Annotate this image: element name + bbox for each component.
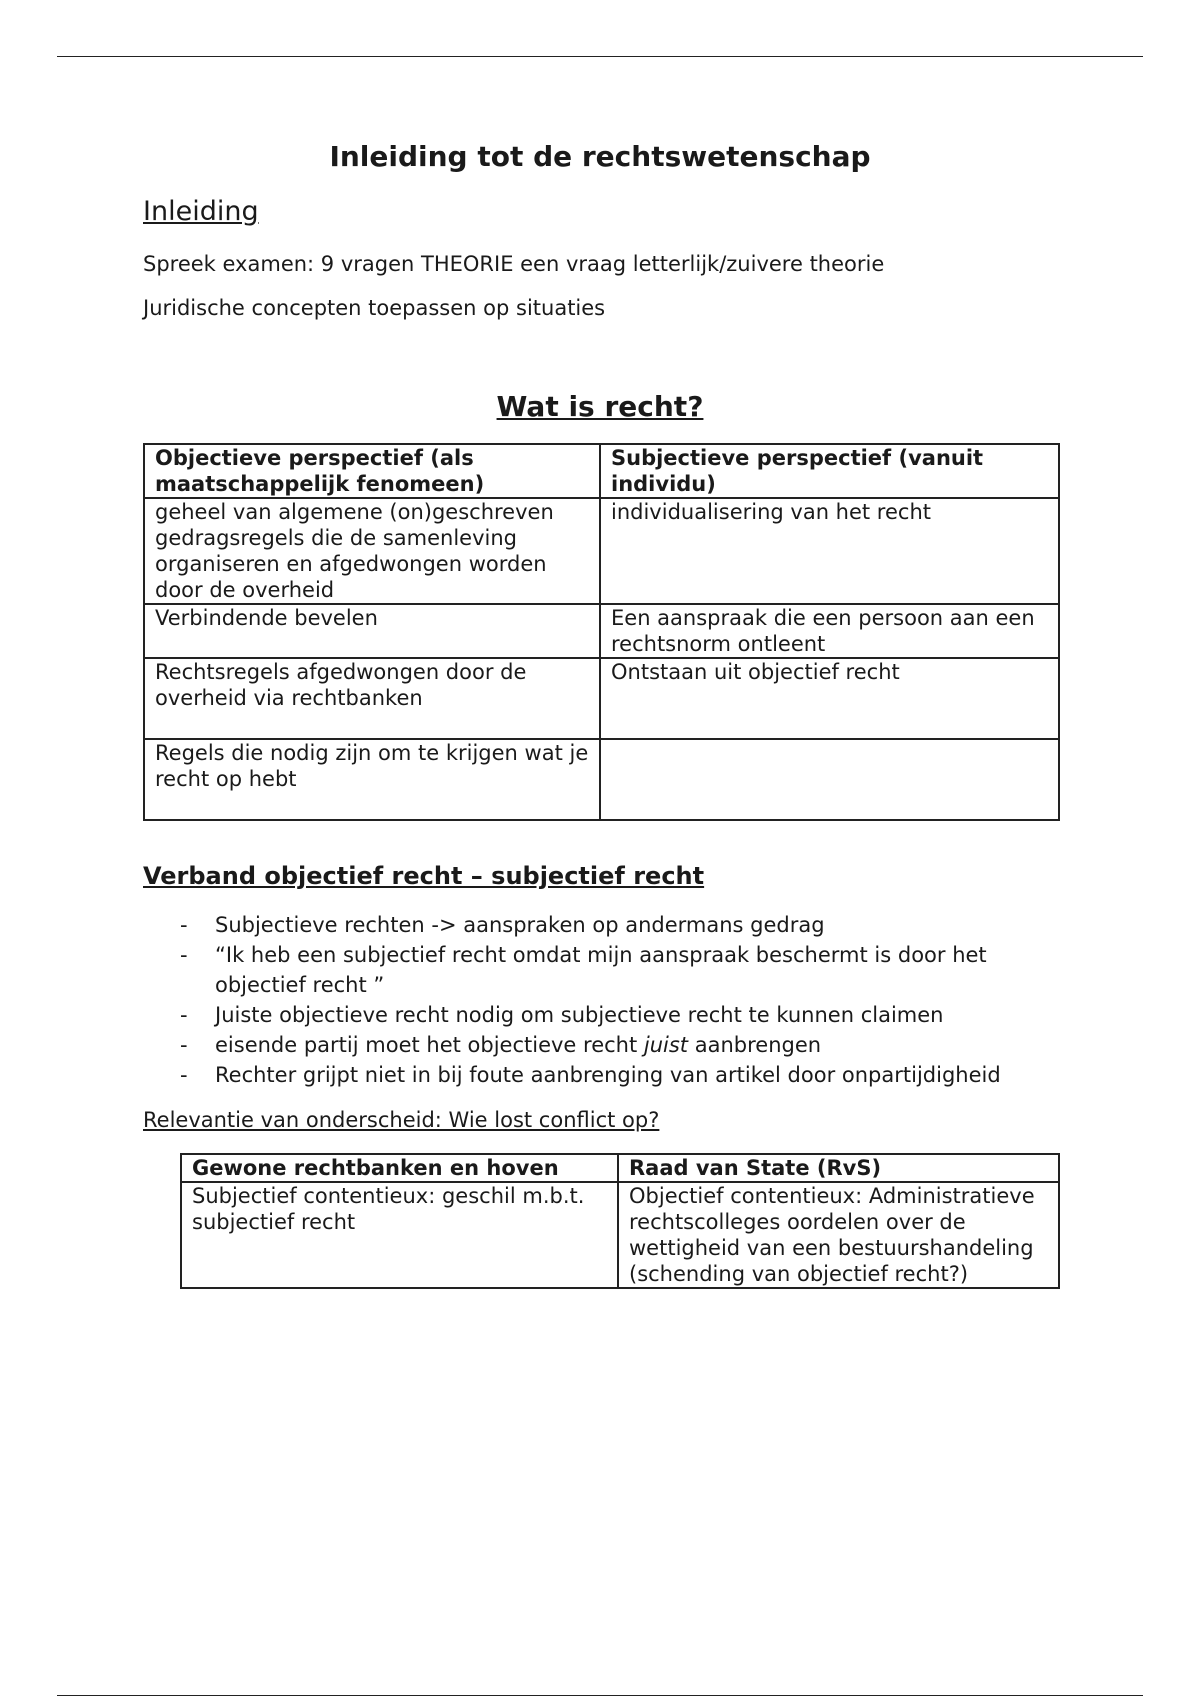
table-cell: geheel van algemene (on)geschreven gedragsregels die de samenleving organiseren en afgedwongen worden door de overheid <box>144 498 600 604</box>
heading-wat-is-recht: Wat is recht? <box>496 390 704 423</box>
bullet-list <box>180 910 1080 1090</box>
list-item: - Rechter grijpt niet in bij foute aanbrenging van artikel door onpartijdigheid <box>180 1060 1080 1090</box>
table-cell: Een aanspraak die een persoon aan een rechtsnorm ontleent <box>600 604 1059 658</box>
table-cell: Ontstaan uit objectief recht <box>600 658 1059 739</box>
table-cell <box>600 739 1059 820</box>
table-cell: Regels die nodig zijn om te krijgen wat je recht op hebt <box>144 739 600 820</box>
header-raad-van-state: Raad van State (RvS) <box>618 1154 1059 1182</box>
relevantie-line: Relevantie van onderscheid: Wie lost conflict op? <box>143 1108 660 1132</box>
table-row <box>144 739 1059 820</box>
table-cell: Objectief contentieux: Administratieve rechtscolleges oordelen over de wettigheid van een bestuurshandeling (schending van objectief recht?) <box>618 1182 1059 1288</box>
table-row <box>144 604 1059 658</box>
table-row <box>144 498 1059 604</box>
heading-verband: Verband objectief recht – subjectief recht <box>143 862 705 890</box>
bullet-dash: - <box>180 1003 188 1027</box>
bullet-dash: - <box>180 913 188 937</box>
top-rule <box>57 56 1143 57</box>
header-subjective: Subjectieve perspectief (vanuit individu) <box>600 444 1059 498</box>
intro-line-2: Juridische concepten toepassen op situaties <box>143 296 606 320</box>
list-item: - “Ik heb een subjectief recht omdat mijn aanspraak beschermt is door het objectief recht ” <box>180 940 1080 1000</box>
list-item: - Juiste objectieve recht nodig om subjectieve recht te kunnen claimen <box>180 1000 1080 1030</box>
table-row <box>181 1182 1059 1288</box>
document-title: Inleiding tot de rechtswetenschap <box>329 140 871 173</box>
table-cell: individualisering van het recht <box>600 498 1059 604</box>
table-cell: Verbindende bevelen <box>144 604 600 658</box>
courts-table <box>180 1153 1060 1289</box>
table-cell: Subjectief contentieux: geschil m.b.t. subjectief recht <box>181 1182 618 1288</box>
bullet-dash: - <box>180 1063 188 1087</box>
perspectives-table <box>143 443 1060 821</box>
intro-line-1: Spreek examen: 9 vragen THEORIE een vraag letterlijk/zuivere theorie <box>143 252 885 276</box>
table-row <box>144 658 1059 739</box>
list-item: - Subjectieve rechten -> aanspraken op andermans gedrag <box>180 910 1080 940</box>
heading-inleiding: Inleiding <box>143 196 259 227</box>
bottom-rule <box>57 1695 1143 1696</box>
bullet-dash: - <box>180 1033 188 1057</box>
table-header-row <box>144 444 1059 498</box>
bullet-dash: - <box>180 943 188 967</box>
list-item: - eisende partij moet het objectieve recht juist aanbrengen <box>180 1030 1080 1060</box>
table-cell: Rechtsregels afgedwongen door de overheid via rechtbanken <box>144 658 600 739</box>
table-header-row <box>181 1154 1059 1182</box>
header-objective: Objectieve perspectief (als maatschappelijk fenomeen) <box>144 444 600 498</box>
header-gewone-rechtbanken: Gewone rechtbanken en hoven <box>181 1154 618 1182</box>
